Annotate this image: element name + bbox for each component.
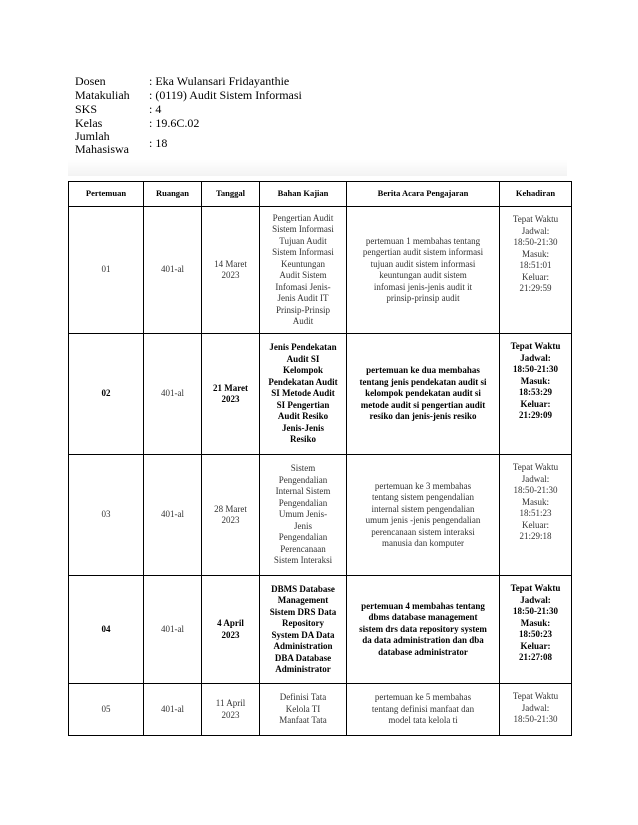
cell-tanggal: 14 Maret 2023 — [202, 207, 260, 334]
cell-pertemuan: 05 — [69, 684, 144, 736]
table-row — [69, 576, 572, 684]
info-label: Kelas — [75, 116, 103, 130]
cell-bahan-kajian: Sistem Pengendalian Internal Sistem Pengendalian Umum Jenis- Jenis Pengendalian Perencanaan Sistem Interaksi — [260, 455, 347, 576]
cell-bahan-kajian: Definisi Tata Kelola TI Manfaat Tata — [260, 684, 347, 736]
header-shade — [68, 160, 567, 176]
table-row — [69, 334, 572, 455]
cell-berita-acara: pertemuan 4 membahas tentang dbms database management sistem drs data repository system da data administration dan dba database administrator — [347, 576, 500, 684]
cell-kehadiran: Tepat Waktu Jadwal: 18:50-21:30 Masuk: 18:51:01 Keluar: 21:29:59 — [500, 207, 572, 334]
cell-pertemuan: 03 — [69, 455, 144, 576]
info-value: : (0119) Audit Sistem Informasi — [149, 88, 302, 102]
attendance-table — [68, 181, 572, 736]
cell-tanggal: 28 Maret 2023 — [202, 455, 260, 576]
header-kehadiran: Kehadiran — [500, 182, 572, 207]
cell-berita-acara: pertemuan ke dua membahas tentang jenis pendekatan audit si kelompok pendekatan audit si metode audit si pengertian audit resiko dan jenis-jenis resiko — [347, 334, 500, 455]
table-row — [69, 207, 572, 334]
cell-bahan-kajian: Pengertian Audit Sistem Informasi Tujuan Audit Sistem Informasi Keuntungan Audit Sistem Infomasi Jenis- Jenis Audit IT Prinsip-Prinsip Audit — [260, 207, 347, 334]
info-row-jumlah-mahasiswa — [75, 130, 302, 156]
cell-ruangan: 401-al — [144, 207, 202, 334]
cell-ruangan: 401-al — [144, 684, 202, 736]
info-label: SKS — [75, 102, 98, 116]
cell-kehadiran: Tepat Waktu Jadwal: 18:50-21:30 Masuk: 18:51:23 Keluar: 21:29:18 — [500, 455, 572, 576]
cell-tanggal: 4 April 2023 — [202, 576, 260, 684]
cell-ruangan: 401-al — [144, 576, 202, 684]
course-info — [75, 74, 302, 156]
info-label: Dosen — [75, 74, 106, 88]
header-berita-acara: Berita Acara Pengajaran — [347, 182, 500, 207]
info-row-kelas — [75, 116, 302, 130]
info-label: Matakuliah — [75, 88, 130, 102]
cell-pertemuan: 01 — [69, 207, 144, 334]
cell-tanggal: 11 April 2023 — [202, 684, 260, 736]
cell-kehadiran: Tepat Waktu Jadwal: 18:50-21:30 — [500, 684, 572, 736]
info-row-dosen — [75, 74, 302, 88]
cell-tanggal: 21 Maret 2023 — [202, 334, 260, 455]
info-value: : 4 — [149, 102, 162, 116]
cell-berita-acara: pertemuan ke 5 membahas tentang definisi manfaat dan model tata kelola ti — [347, 684, 500, 736]
header-bahan-kajian: Bahan Kajian — [260, 182, 347, 207]
header-pertemuan: Pertemuan — [69, 182, 144, 207]
header-tanggal: Tanggal — [202, 182, 260, 207]
header-ruangan: Ruangan — [144, 182, 202, 207]
cell-bahan-kajian: Jenis Pendekatan Audit SI Kelompok Pendekatan Audit SI Metode Audit SI Pengertian Audit Resiko Jenis-Jenis Resiko — [260, 334, 347, 455]
cell-pertemuan: 04 — [69, 576, 144, 684]
info-row-sks — [75, 102, 302, 116]
cell-bahan-kajian: DBMS Database Management Sistem DRS Data Repository System DA Data Administration DBA Database Administrator — [260, 576, 347, 684]
cell-ruangan: 401-al — [144, 455, 202, 576]
cell-kehadiran: Tepat Waktu Jadwal: 18:50-21:30 Masuk: 18:53:29 Keluar: 21:29:09 — [500, 334, 572, 455]
cell-berita-acara: pertemuan 1 membahas tentang pengertian audit sistem informasi tujuan audit sistem informasi keuntungan audit sistem infomasi jenis-jenis audit it prinsip-prinsip audit — [347, 207, 500, 334]
info-value: : 18 — [149, 136, 168, 150]
info-label: Jumlah Mahasiswa — [75, 129, 129, 156]
info-row-matakuliah — [75, 88, 302, 102]
cell-pertemuan: 02 — [69, 334, 144, 455]
table-row — [69, 455, 572, 576]
info-value: : 19.6C.02 — [149, 116, 200, 130]
table-row — [69, 684, 572, 736]
cell-ruangan: 401-al — [144, 334, 202, 455]
cell-berita-acara: pertemuan ke 3 membahas tentang sistem pengendalian internal sistem pengendalian umum jenis -jenis pengendalian perencanaan sistem interaksi manusia dan komputer — [347, 455, 500, 576]
table-header-row — [69, 182, 572, 207]
info-value: : Eka Wulansari Fridayanthie — [149, 74, 290, 88]
cell-kehadiran: Tepat Waktu Jadwal: 18:50-21:30 Masuk: 18:50:23 Keluar: 21:27:08 — [500, 576, 572, 684]
